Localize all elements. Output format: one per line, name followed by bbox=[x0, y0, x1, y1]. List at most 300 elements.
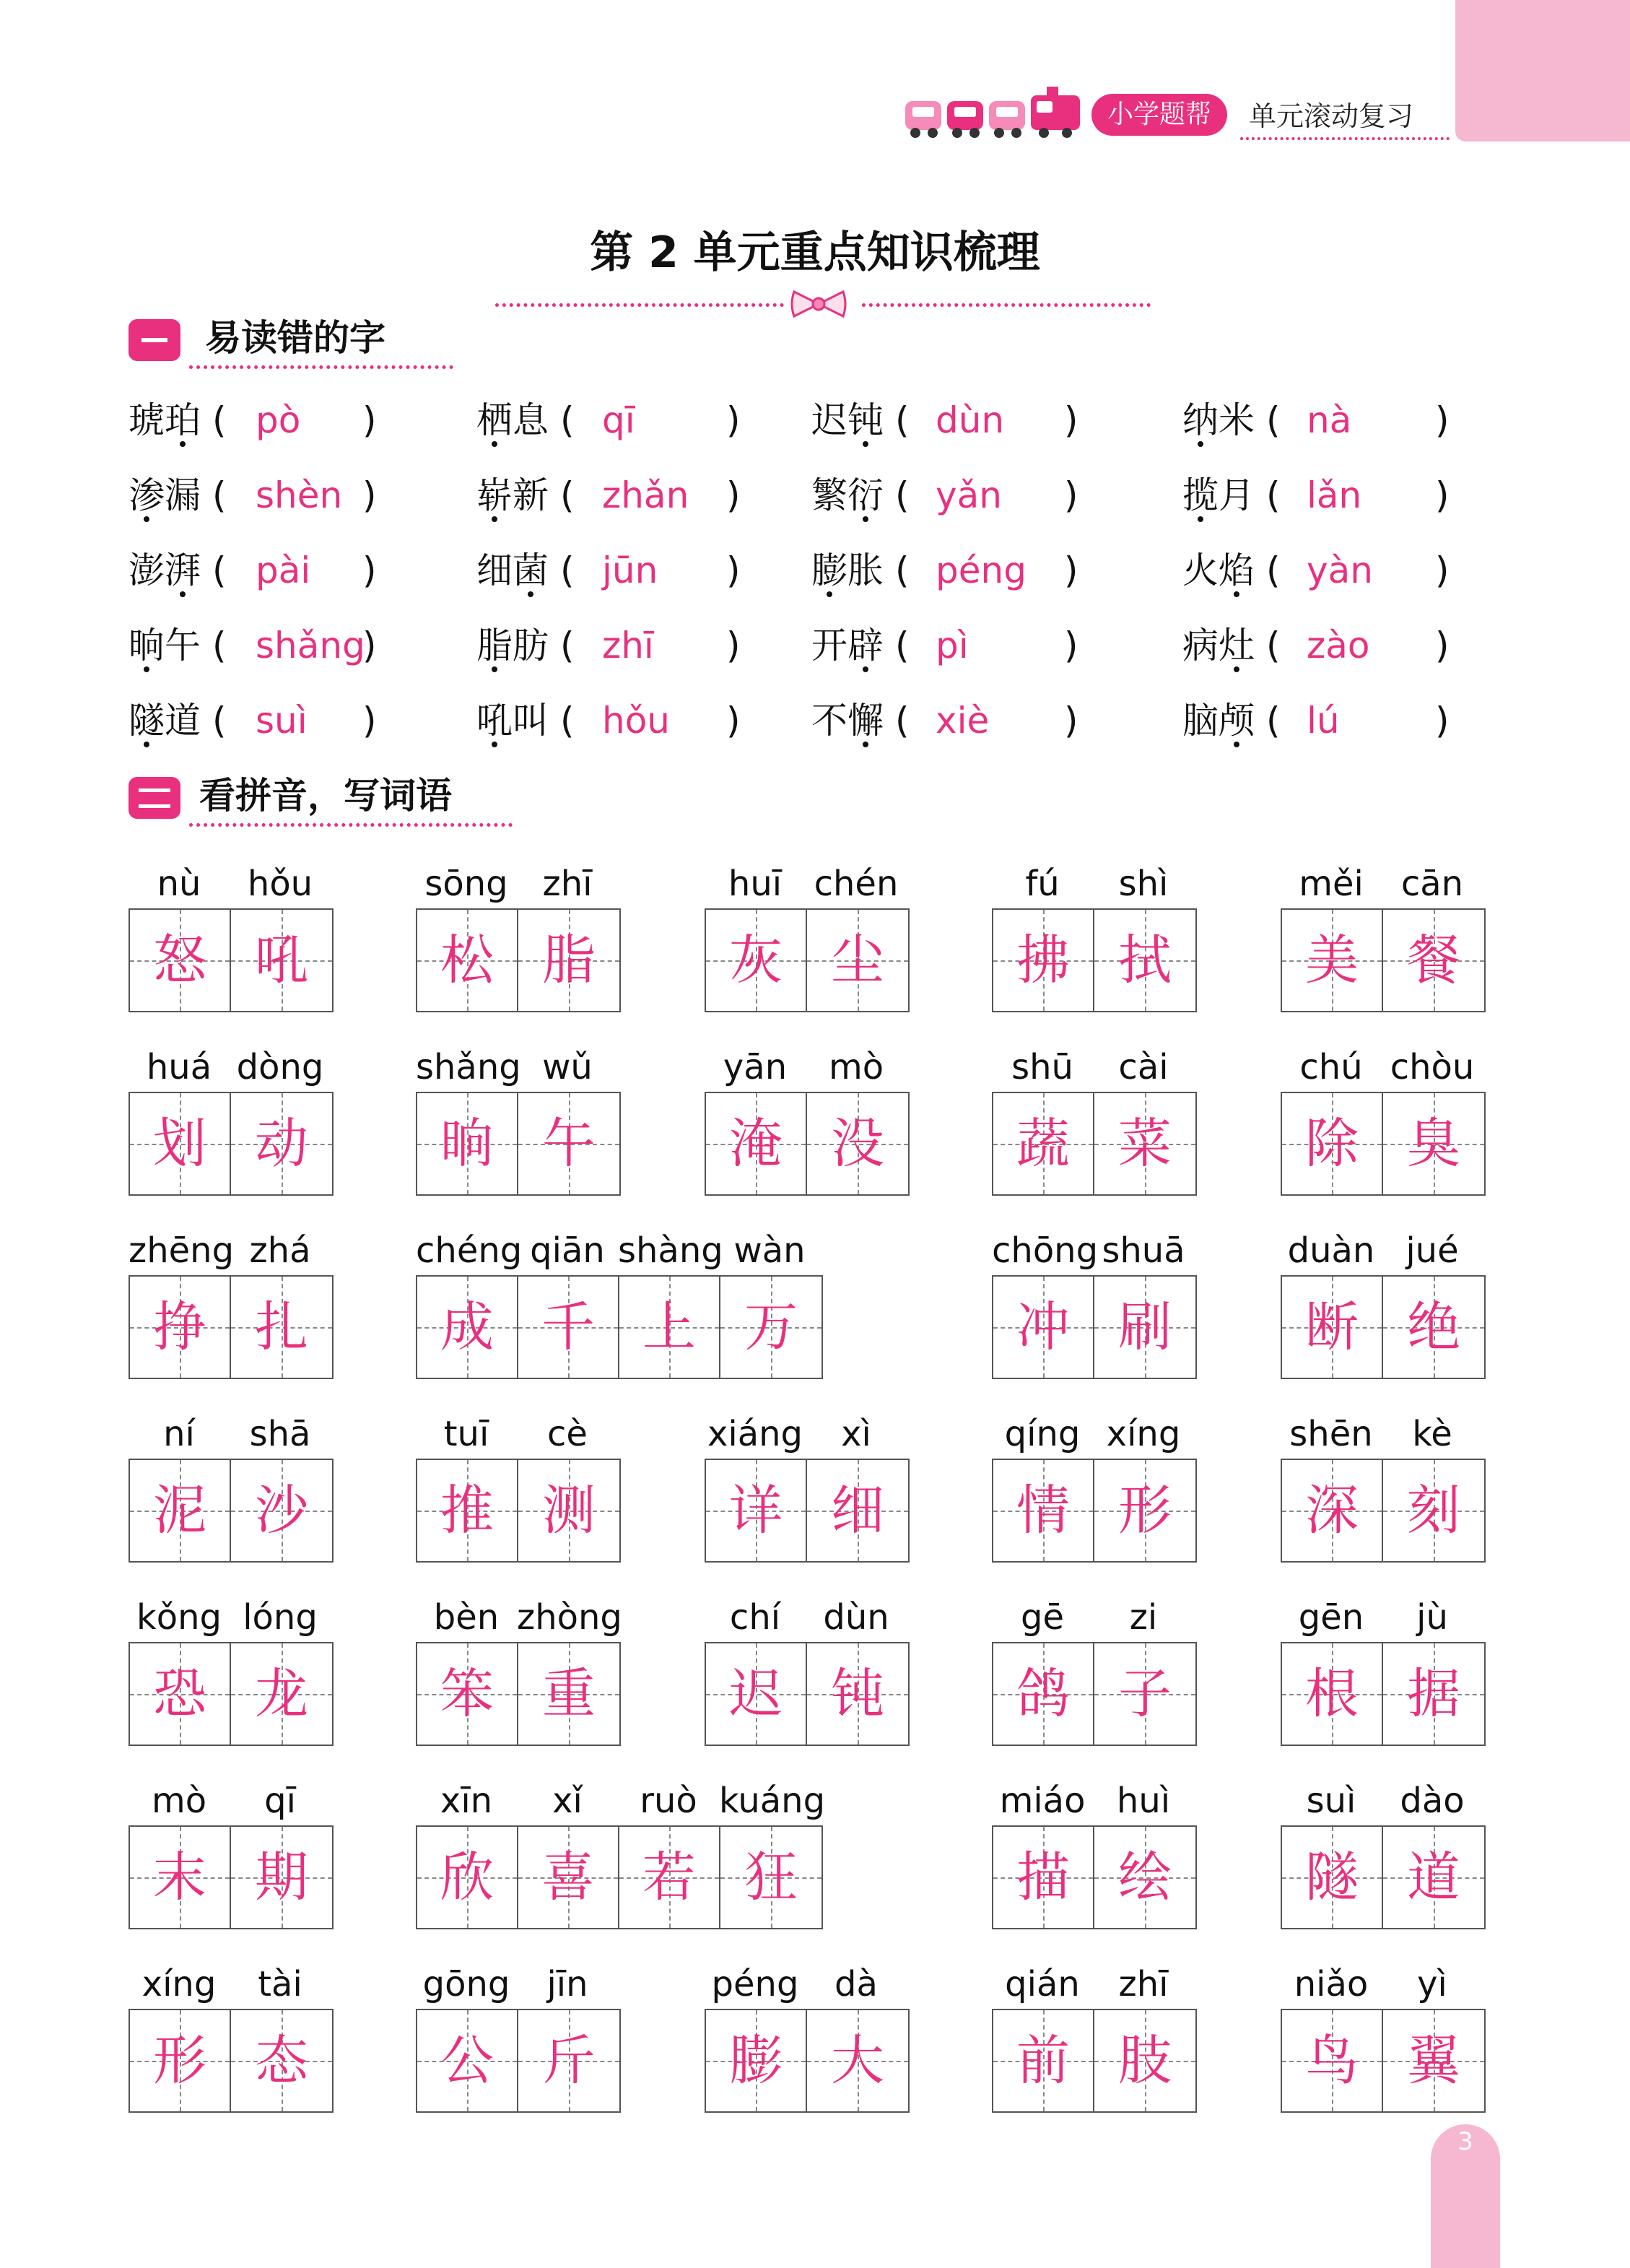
grid-character: 千 bbox=[541, 1296, 595, 1358]
grid-pinyin: shā bbox=[249, 1414, 311, 1454]
grid-cell bbox=[1094, 1093, 1195, 1194]
grid-character: 形 bbox=[153, 2030, 206, 2092]
grid-pinyin: cài bbox=[1118, 1047, 1169, 1087]
grid-character: 脂 bbox=[542, 929, 596, 991]
grid-character: 迟 bbox=[729, 1663, 783, 1725]
grid-pinyin: gē bbox=[1021, 1597, 1064, 1638]
grid-pinyin: shū bbox=[1011, 1047, 1073, 1087]
open-paren: ( bbox=[1266, 625, 1281, 666]
reading-word: 琥珀 bbox=[128, 399, 201, 441]
reading-word: 渗漏 bbox=[128, 474, 201, 516]
grid-cell bbox=[1282, 2010, 1383, 2111]
grid-cell bbox=[1383, 1460, 1484, 1561]
grid-character: 喜 bbox=[541, 1846, 595, 1908]
grid-character: 动 bbox=[255, 1113, 308, 1175]
grid-cell bbox=[1383, 2010, 1484, 2111]
open-paren: ( bbox=[212, 700, 227, 742]
grid-character: 上 bbox=[642, 1296, 696, 1358]
open-paren: ( bbox=[560, 549, 575, 591]
grid-cell bbox=[706, 1093, 807, 1194]
grid-cell bbox=[807, 1093, 908, 1194]
writing-grid bbox=[128, 908, 334, 1012]
close-paren: ) bbox=[362, 399, 377, 441]
grid-cell bbox=[807, 1460, 908, 1561]
grid-cell bbox=[518, 1277, 619, 1378]
grid-cell bbox=[518, 1093, 619, 1194]
grid-pinyin: huá bbox=[146, 1047, 212, 1087]
grid-cell bbox=[518, 1827, 619, 1928]
open-paren: ( bbox=[895, 399, 910, 441]
reading-pinyin: dùn bbox=[936, 399, 1005, 441]
grid-character: 若 bbox=[642, 1846, 696, 1908]
writing-grid bbox=[705, 1459, 910, 1563]
grid-cell bbox=[1282, 1093, 1383, 1194]
grid-character: 笨 bbox=[440, 1663, 494, 1725]
open-paren: ( bbox=[212, 549, 227, 591]
grid-character: 前 bbox=[1016, 2030, 1070, 2092]
title-divider-left bbox=[495, 303, 784, 307]
close-paren: ) bbox=[1435, 549, 1450, 591]
grid-pinyin: xiáng bbox=[707, 1414, 803, 1454]
writing-grid bbox=[1281, 908, 1486, 1012]
reading-pinyin: shǎng bbox=[256, 625, 365, 666]
grid-pinyin: jué bbox=[1405, 1230, 1459, 1271]
grid-pinyin: chòu bbox=[1390, 1047, 1475, 1087]
reading-pinyin: jūn bbox=[602, 549, 658, 591]
grid-character: 隧 bbox=[1305, 1846, 1359, 1908]
writing-grid bbox=[128, 1642, 334, 1746]
grid-cell bbox=[1282, 1460, 1383, 1561]
reading-pinyin: qī bbox=[602, 399, 635, 441]
grid-pinyin: chí bbox=[729, 1597, 781, 1638]
grid-character: 成 bbox=[440, 1296, 494, 1358]
grid-pinyin: bèn bbox=[433, 1597, 500, 1638]
grid-cell bbox=[993, 1643, 1094, 1745]
grid-cell bbox=[706, 1643, 807, 1745]
grid-pinyin: chén bbox=[814, 864, 899, 904]
reading-pinyin: pò bbox=[256, 399, 301, 441]
reading-pinyin: pì bbox=[936, 625, 969, 666]
grid-cell bbox=[130, 910, 231, 1011]
reading-pinyin: lǎn bbox=[1307, 474, 1362, 516]
bow-icon bbox=[788, 287, 849, 321]
grid-pinyin: qíng bbox=[1004, 1414, 1081, 1454]
grid-cell bbox=[619, 1827, 720, 1928]
grid-cell bbox=[993, 2010, 1094, 2111]
grid-cell bbox=[1383, 1277, 1484, 1378]
grid-pinyin: yān bbox=[723, 1047, 788, 1087]
grid-cell bbox=[231, 1643, 332, 1745]
grid-cell bbox=[720, 1827, 821, 1928]
section-one-underline bbox=[189, 365, 453, 369]
grid-character: 末 bbox=[153, 1846, 206, 1908]
grid-pinyin: duàn bbox=[1287, 1230, 1375, 1271]
reading-pinyin: lú bbox=[1307, 700, 1340, 742]
grid-cell bbox=[1094, 1277, 1195, 1378]
grid-cell bbox=[231, 1093, 332, 1194]
reading-word: 吼叫 bbox=[476, 700, 549, 742]
header-divider bbox=[1240, 137, 1450, 140]
writing-grid bbox=[416, 1642, 621, 1746]
close-paren: ) bbox=[362, 625, 377, 666]
grid-cell bbox=[706, 910, 807, 1011]
writing-grid bbox=[705, 908, 910, 1012]
reading-pinyin: pài bbox=[256, 549, 311, 591]
grid-cell bbox=[518, 910, 619, 1011]
grid-character: 松 bbox=[440, 929, 494, 991]
grid-pinyin: dà bbox=[834, 1964, 878, 2004]
grid-cell bbox=[231, 1827, 332, 1928]
reading-word: 病灶 bbox=[1182, 625, 1255, 666]
writing-grid bbox=[1281, 1092, 1486, 1196]
open-paren: ( bbox=[1266, 549, 1281, 591]
close-paren: ) bbox=[1064, 549, 1078, 591]
writing-grid bbox=[416, 1092, 621, 1196]
grid-cell bbox=[417, 2010, 518, 2111]
header-section-label: 单元滚动复习 bbox=[1249, 100, 1414, 132]
writing-grid bbox=[128, 1275, 334, 1379]
grid-pinyin: měi bbox=[1299, 864, 1364, 904]
grid-cell bbox=[417, 1093, 518, 1194]
writing-grid bbox=[1281, 2009, 1486, 2113]
grid-cell bbox=[993, 910, 1094, 1011]
grid-pinyin: miáo bbox=[999, 1781, 1086, 1821]
grid-character: 刻 bbox=[1407, 1480, 1460, 1542]
grid-pinyin: wǔ bbox=[542, 1047, 593, 1087]
reading-pinyin: yàn bbox=[1307, 549, 1373, 591]
grid-cell bbox=[231, 2010, 332, 2111]
reading-pinyin: zhī bbox=[602, 625, 654, 666]
close-paren: ) bbox=[1435, 399, 1450, 441]
writing-grid bbox=[1281, 1275, 1486, 1379]
writing-grid bbox=[416, 2009, 621, 2113]
corner-tab bbox=[1455, 0, 1630, 142]
writing-grid bbox=[705, 2009, 910, 2113]
grid-pinyin: qī bbox=[264, 1781, 296, 1821]
grid-pinyin: kuáng bbox=[719, 1781, 826, 1821]
grid-cell bbox=[993, 1093, 1094, 1194]
grid-character: 没 bbox=[831, 1113, 884, 1175]
grid-character: 斤 bbox=[542, 2030, 596, 2092]
grid-cell bbox=[1383, 1827, 1484, 1928]
reading-pinyin: xiè bbox=[936, 700, 990, 742]
grid-pinyin: sōng bbox=[424, 864, 508, 904]
writing-grid bbox=[128, 1459, 334, 1563]
grid-pinyin: ruò bbox=[640, 1781, 697, 1821]
grid-character: 泥 bbox=[153, 1480, 206, 1542]
section-two-badge bbox=[128, 777, 180, 819]
grid-cell bbox=[417, 1277, 518, 1378]
grid-character: 扎 bbox=[255, 1296, 308, 1358]
writing-grid bbox=[992, 1275, 1197, 1379]
writing-grid bbox=[1281, 1459, 1486, 1563]
grid-pinyin: dòng bbox=[236, 1047, 324, 1087]
grid-pinyin: shì bbox=[1118, 864, 1169, 904]
reading-word: 细菌 bbox=[476, 549, 549, 591]
grid-character: 蔬 bbox=[1016, 1113, 1070, 1175]
grid-pinyin: shǎng bbox=[416, 1047, 521, 1087]
grid-character: 期 bbox=[255, 1846, 308, 1908]
grid-cell bbox=[993, 1460, 1094, 1561]
reading-word: 迟钝 bbox=[811, 399, 884, 441]
grid-cell bbox=[130, 1827, 231, 1928]
close-paren: ) bbox=[362, 549, 377, 591]
grid-pinyin: xíng bbox=[141, 1964, 217, 2004]
reading-word: 晌午 bbox=[128, 625, 201, 666]
grid-cell bbox=[417, 1827, 518, 1928]
grid-cell bbox=[130, 1277, 231, 1378]
grid-character: 拂 bbox=[1016, 929, 1070, 991]
grid-pinyin: xì bbox=[841, 1414, 871, 1454]
reading-word: 崭新 bbox=[476, 474, 549, 516]
grid-pinyin: suì bbox=[1306, 1781, 1356, 1821]
grid-pinyin: qiān bbox=[530, 1230, 605, 1271]
grid-cell bbox=[130, 1460, 231, 1561]
grid-pinyin: zhòng bbox=[517, 1597, 622, 1638]
writing-grid bbox=[705, 1092, 910, 1196]
grid-pinyin: hǒu bbox=[247, 864, 313, 904]
grid-cell bbox=[1094, 1643, 1195, 1745]
grid-character: 午 bbox=[542, 1113, 596, 1175]
grid-character: 尘 bbox=[831, 929, 884, 991]
grid-character: 重 bbox=[542, 1663, 596, 1725]
grid-cell bbox=[1094, 1827, 1195, 1928]
grid-character: 态 bbox=[255, 2030, 308, 2092]
grid-pinyin: péng bbox=[711, 1964, 799, 2004]
grid-character: 细 bbox=[831, 1480, 884, 1542]
grid-character: 道 bbox=[1407, 1846, 1460, 1908]
reading-word: 脑颅 bbox=[1182, 700, 1255, 742]
grid-character: 断 bbox=[1305, 1296, 1359, 1358]
grid-pinyin: zhī bbox=[1118, 1964, 1169, 2004]
section-one-title: 易读错的字 bbox=[205, 317, 385, 359]
grid-cell bbox=[231, 910, 332, 1011]
open-paren: ( bbox=[560, 625, 575, 666]
close-paren: ) bbox=[1064, 474, 1078, 516]
reading-word: 火焰 bbox=[1182, 549, 1255, 591]
section-one-badge bbox=[128, 319, 180, 361]
grid-cell bbox=[993, 1277, 1094, 1378]
grid-pinyin: cè bbox=[547, 1414, 588, 1454]
grid-character: 大 bbox=[831, 2030, 884, 2092]
reading-word: 栖息 bbox=[476, 399, 549, 441]
grid-cell bbox=[619, 1277, 720, 1378]
open-paren: ( bbox=[560, 399, 575, 441]
grid-pinyin: fú bbox=[1025, 864, 1060, 904]
open-paren: ( bbox=[895, 625, 910, 666]
grid-cell bbox=[807, 2010, 908, 2111]
grid-cell bbox=[518, 1643, 619, 1745]
grid-character: 除 bbox=[1305, 1113, 1359, 1175]
header-badge: 小学题帮 bbox=[1091, 94, 1227, 136]
grid-character: 根 bbox=[1305, 1663, 1359, 1725]
grid-pinyin: xǐ bbox=[552, 1781, 583, 1821]
page-title: 第 2 单元重点知识梳理 bbox=[590, 227, 1040, 278]
grid-character: 灰 bbox=[729, 929, 783, 991]
reading-pinyin: zhǎn bbox=[602, 474, 689, 516]
grid-pinyin: zhēng bbox=[128, 1230, 235, 1271]
grid-pinyin: cān bbox=[1400, 864, 1464, 904]
grid-character: 测 bbox=[542, 1480, 596, 1542]
close-paren: ) bbox=[726, 399, 741, 441]
grid-pinyin: shuā bbox=[1102, 1230, 1185, 1271]
grid-pinyin: zi bbox=[1129, 1597, 1158, 1638]
grid-cell bbox=[231, 1277, 332, 1378]
grid-cell bbox=[807, 910, 908, 1011]
grid-pinyin: chéng bbox=[416, 1230, 523, 1271]
writing-grid bbox=[992, 908, 1197, 1012]
writing-grid bbox=[1281, 1642, 1486, 1746]
grid-pinyin: tài bbox=[258, 1964, 302, 2004]
writing-grid bbox=[992, 1825, 1197, 1929]
open-paren: ( bbox=[895, 700, 910, 742]
grid-character: 菜 bbox=[1118, 1113, 1172, 1175]
writing-grid bbox=[705, 1642, 910, 1746]
grid-character: 挣 bbox=[153, 1296, 206, 1358]
writing-grid bbox=[1281, 1825, 1486, 1929]
writing-grid bbox=[992, 1092, 1197, 1196]
grid-character: 膨 bbox=[729, 2030, 783, 2092]
grid-character: 子 bbox=[1118, 1663, 1172, 1725]
grid-character: 冲 bbox=[1016, 1296, 1070, 1358]
grid-pinyin: shēn bbox=[1289, 1414, 1373, 1454]
writing-grid bbox=[416, 908, 621, 1012]
grid-character: 情 bbox=[1016, 1480, 1070, 1542]
open-paren: ( bbox=[1266, 700, 1281, 742]
grid-cell bbox=[1094, 1460, 1195, 1561]
close-paren: ) bbox=[1435, 474, 1450, 516]
reading-pinyin: zào bbox=[1307, 625, 1370, 666]
grid-cell bbox=[993, 1827, 1094, 1928]
grid-pinyin: mò bbox=[828, 1047, 884, 1087]
grid-character: 划 bbox=[153, 1113, 206, 1175]
grid-pinyin: huī bbox=[728, 864, 783, 904]
grid-pinyin: xíng bbox=[1106, 1414, 1181, 1454]
reading-word: 纳米 bbox=[1182, 399, 1255, 441]
grid-pinyin: kè bbox=[1412, 1414, 1452, 1454]
grid-character: 鸟 bbox=[1305, 2030, 1359, 2092]
open-paren: ( bbox=[212, 625, 227, 666]
open-paren: ( bbox=[1266, 474, 1281, 516]
grid-pinyin: jù bbox=[1416, 1597, 1448, 1638]
close-paren: ) bbox=[726, 700, 741, 742]
open-paren: ( bbox=[212, 399, 227, 441]
page-number: 3 bbox=[1457, 2127, 1473, 2156]
grid-cell bbox=[518, 1460, 619, 1561]
open-paren: ( bbox=[1266, 399, 1281, 441]
grid-pinyin: niǎo bbox=[1294, 1964, 1369, 2004]
grid-character: 翼 bbox=[1407, 2030, 1460, 2092]
grid-pinyin: qián bbox=[1005, 1964, 1080, 2004]
grid-pinyin: chōng bbox=[992, 1230, 1099, 1271]
close-paren: ) bbox=[726, 625, 741, 666]
grid-pinyin: ní bbox=[163, 1414, 195, 1454]
reading-word: 不懈 bbox=[811, 700, 884, 742]
grid-character: 推 bbox=[440, 1480, 494, 1542]
writing-grid bbox=[992, 1459, 1197, 1563]
open-paren: ( bbox=[895, 474, 910, 516]
grid-character: 拭 bbox=[1118, 929, 1172, 991]
open-paren: ( bbox=[212, 474, 227, 516]
close-paren: ) bbox=[1064, 625, 1078, 666]
writing-grid bbox=[992, 2009, 1197, 2113]
grid-character: 恐 bbox=[153, 1663, 206, 1725]
grid-pinyin: dào bbox=[1400, 1781, 1465, 1821]
grid-pinyin: huì bbox=[1116, 1781, 1171, 1821]
close-paren: ) bbox=[1064, 399, 1078, 441]
close-paren: ) bbox=[1435, 700, 1450, 742]
reading-word: 膨胀 bbox=[811, 549, 884, 591]
grid-cell bbox=[231, 1460, 332, 1561]
reading-pinyin: yǎn bbox=[936, 474, 1002, 516]
reading-pinyin: hǒu bbox=[602, 700, 670, 742]
grid-pinyin: zhī bbox=[542, 864, 593, 904]
grid-character: 详 bbox=[729, 1480, 783, 1542]
grid-character: 沙 bbox=[255, 1480, 308, 1542]
grid-cell bbox=[130, 2010, 231, 2111]
grid-character: 描 bbox=[1016, 1846, 1070, 1908]
grid-pinyin: xīn bbox=[440, 1781, 493, 1821]
grid-pinyin: zhá bbox=[249, 1230, 311, 1271]
grid-pinyin: dùn bbox=[823, 1597, 889, 1638]
grid-cell bbox=[417, 1460, 518, 1561]
grid-pinyin: lóng bbox=[243, 1597, 318, 1638]
grid-cell bbox=[130, 1643, 231, 1745]
writing-grid bbox=[416, 1459, 621, 1563]
grid-cell bbox=[1094, 2010, 1195, 2111]
grid-cell bbox=[1383, 1093, 1484, 1194]
grid-character: 鸽 bbox=[1016, 1663, 1070, 1725]
grid-pinyin: shàng bbox=[618, 1230, 723, 1271]
grid-character: 餐 bbox=[1407, 929, 1460, 991]
reading-word: 揽月 bbox=[1182, 474, 1255, 516]
grid-pinyin: jīn bbox=[546, 1964, 588, 2004]
writing-grid bbox=[416, 1825, 823, 1929]
grid-pinyin: tuī bbox=[443, 1414, 489, 1454]
close-paren: ) bbox=[1435, 625, 1450, 666]
reading-word: 隧道 bbox=[128, 700, 201, 742]
open-paren: ( bbox=[895, 549, 910, 591]
grid-cell bbox=[1094, 910, 1195, 1011]
grid-character: 龙 bbox=[255, 1663, 308, 1725]
grid-character: 深 bbox=[1305, 1480, 1359, 1542]
grid-character: 万 bbox=[744, 1296, 798, 1358]
grid-character: 美 bbox=[1305, 929, 1359, 991]
grid-character: 肢 bbox=[1118, 2030, 1172, 2092]
grid-cell bbox=[1383, 1643, 1484, 1745]
grid-cell bbox=[807, 1643, 908, 1745]
title-divider-right bbox=[862, 303, 1151, 307]
close-paren: ) bbox=[726, 549, 741, 591]
reading-word: 繁衍 bbox=[811, 474, 884, 516]
close-paren: ) bbox=[726, 474, 741, 516]
section-two-underline bbox=[189, 823, 513, 827]
grid-pinyin: wàn bbox=[733, 1230, 806, 1271]
grid-cell bbox=[1282, 1277, 1383, 1378]
train-icon bbox=[902, 85, 1083, 143]
reading-pinyin: péng bbox=[936, 549, 1027, 591]
writing-grid bbox=[128, 1092, 334, 1196]
reading-word: 开辟 bbox=[811, 625, 884, 666]
grid-cell bbox=[1282, 1827, 1383, 1928]
grid-pinyin: gēn bbox=[1298, 1597, 1364, 1638]
grid-cell bbox=[706, 2010, 807, 2111]
grid-character: 公 bbox=[440, 2030, 494, 2092]
grid-cell bbox=[720, 1277, 821, 1378]
grid-character: 形 bbox=[1118, 1480, 1172, 1542]
grid-cell bbox=[417, 1643, 518, 1745]
grid-character: 绘 bbox=[1118, 1846, 1172, 1908]
